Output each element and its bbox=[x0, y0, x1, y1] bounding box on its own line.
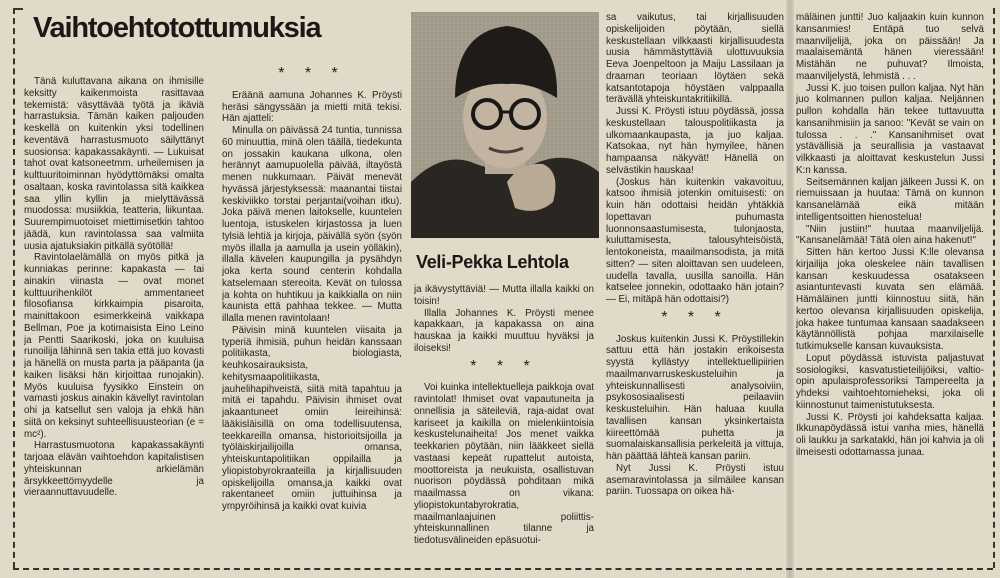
paragraph: "Niin justiin!" huutaa maanviljelijä. "Kansanelämää! Tätä olen aina hakenut!" bbox=[796, 223, 984, 247]
author-portrait-image bbox=[411, 12, 599, 238]
top-left-dash bbox=[13, 8, 23, 10]
paragraph: Eräänä aamuna Johannes K. Pröysti heräsi sängyssään ja mietti mitä tekisi. Hän ajatteli: bbox=[222, 89, 402, 125]
column-2 bbox=[222, 62, 402, 566]
paragraph: Tänä kuluttavana aikana on ihmisille keksitty kaikenmoista rasittavaa tekemistä: väsyttävää työtä ja ikäviä harrastuksia. Tämän kaiken paljouden keskellä on kuitenkin yksi todellinen keventävä harrastusmuoto säilyttänyt suosionsa: kapakassakäynti. — Lukuisat tahot ovat katsoneetmm. urheilemisen ja kulttuuritoiminnan hyödyttömäksi omalta osaltaan, koska ravintolassa sitä kaikkea saa yllin kyllin ja mielyttävässä muodossa: musiikkia, teatteria, liikuntaa. Suurempimuotoiset miettimisetkin tahtoo jäädä, kun ravintolassa saa valmiita uusia ajatuksiakin pitkällä syötöllä! bbox=[24, 76, 204, 252]
paragraph: mäläinen juntti! Juo kaljaakin kuin kunnon kansanmies! Entäpä tuo selvä maanviljelijä, joka on päissään! Ja maalaisemäntä hänen vieressään! Mistähän ne puhuvat? Ilmoista, maanviljelystä, lehmistä . . . bbox=[796, 12, 984, 82]
paragraph: Nyt Jussi K. Pröysti istuu asemaravintolassa ja silmäilee kansan pariin. Tuossapa on oikea hä- bbox=[606, 462, 784, 498]
paragraph: Harrastusmuotona kapakassakäynti tarjoaa elävän vaihtoehdon kapitalistisen yhteiskunnan arkielämän ärsykkeettömyydelle ja vieraannuttavuudelle. bbox=[24, 440, 204, 499]
bottom-dashed-border bbox=[13, 568, 993, 570]
column-4 bbox=[606, 12, 784, 566]
paragraph: (Joskus hän kuitenkin vakavoituu, katsoo ihmisiä jotenkin omituisesti: on kuin hän odottaisi heidän yhtäkkiä lopettavan puhumasta luonnonsaastumisesta, tulonjaosta, kuluttamisesta, talousyhteisöistä, lentokoneista, maailmansodista, ja mitä sitten? — siten aloittavan sen uudeleen, uudella tavalla, uusilla sanoilla. Hän katselee jonnekin, odottaako hän jotain? — Ei, mitäpä hän odottaisi?) bbox=[606, 176, 784, 305]
section-stars: * * * bbox=[470, 357, 538, 375]
section-stars: * * * bbox=[278, 65, 346, 82]
section-stars: * * * bbox=[661, 308, 729, 326]
author-photo bbox=[411, 12, 599, 238]
paragraph: Päivisin minä kuuntelen viisaita ja typeriä ihmisiä, puhun heidän kanssaan politiikasta, biologiasta, keuhkosairauksista, kehitysmaapolitiikasta, jauhelihapihveistä, siitä mitä tapahtuu ja mitä ei tapahdu. Päivisin ihmiset ovat jakaantuneet omiin leireihinsä: lääkisläisillä on oma todellisuutensa, teekkareilla omansa, historioitsijoilla ja työläiskirjailijoilla omansa, yhteiskuntapolitiikan oppilailla ja yliopistobyrokraateilla ja kirjallisuuden opiskelijoilla omansa,ja kaikki ovat rakentaneet omiin juttuihinsa ja ympyröihinsä ja kaikki ovat kuivia bbox=[222, 324, 402, 512]
paragraph: ja ikävystyttäviä! — Mutta illalla kaikki on toisin! bbox=[414, 284, 594, 307]
paragraph: Minulla on päivässä 24 tuntia, tunnissa 60 minuuttia, minä olen täällä, tiedekunta on jossakin kaukana ulkona, olen herännyt aamupuolella päivää, iltayöstä menen nukkumaan. Päivät menevät hyvässä järjestyksessä: maanantai tiistai keskiviikko torstai perjantai(voihan itku). Joka päivä menen laitokselle, kuuntelen luentoja, istuskelen kirjastossa ja luen tylsiä lehtiä ja kirjoja, päivällä syön (syön myös illalla ja aamulla ja usein yölläkin), illalla kävelen kaupungilla ja pysähdyn joka kerta sound centerin kohdalla katselemaan stereoita. Kevät on tulossa ja kohta on huhtikuu ja kaikkialla on niin kaunista että pahhaa tekkee. — Mutta illalla menen ravintolaan! bbox=[222, 125, 402, 324]
paragraph: Sitten hän kertoo Jussi K:lle olevansa kirjailija joka oleskelee näin tavallisen kansan keskuudessa osatakseen asiantuntevasti kuvata sen elämää. Hämäläinen juntti kiinnostuu siitä, hän kertoo olevansa kirjallisuuden opiskelija, joka hakee tuntumaa kansaan saadakseen käytännöllistä pohjaa marxilaiselle tutkimukselle kansan kuvauksista. bbox=[796, 247, 984, 352]
column-3 bbox=[414, 284, 594, 566]
paper-fold-shadow bbox=[786, 0, 794, 578]
paragraph: Illalla Johannes K. Pröysti menee kapakkaan, ja kapakassa on aina hauskaa ja kaikki muuttuu hyväksi ja iloiseksi! bbox=[414, 307, 594, 354]
paragraph: Loput pöydässä istuvista paljastuvat sosiologiksi, kasvatustieteilijöiksi, valtio-opin apulaisprofessoriksi Tampereelta ja yhdeksi vaihtoehtomieheksi, joka oli kiinnostunut taimenistutuksesta. bbox=[796, 352, 984, 411]
paragraph: Jussi K. Pröysti istuu pöydässä, jossa keskustellaan talouspolitiikasta ja ulkomaankaupasta, ja juo kaljaa. Katsokaa, nyt hän hymyilee, hänen hampaansa näkyvät! Hänellä on selvästikin hauskaa! bbox=[606, 106, 784, 176]
paragraph: Seitsemännen kaljan jälkeen Jussi K. on riemuissaan ja huutaa: Tämä on kunnon kansanelämää eikä mitään intelligentsoitten hienostelua! bbox=[796, 176, 984, 223]
right-dashed-border bbox=[993, 8, 995, 568]
paragraph: Jussi K. juo toisen pullon kaljaa. Nyt hän juo kolmannen pullon kaljaa. Neljännen pullon kohdalla hän tekee tuttavuutta kansanihmisiin ja sanoo: "Kevät se vain on tulossa . . ." Kansanihmiset ovat ystävällisiä ja seurallisia ja vastaavat vilkkaasti ja aloittavat keskustelun Jussi K:n kanssa. bbox=[796, 82, 984, 176]
column-1 bbox=[24, 76, 204, 566]
column-5 bbox=[796, 12, 984, 566]
left-dashed-border bbox=[13, 8, 15, 568]
paragraph: sa vaikutus, tai kirjallisuuden opiskelijoiden pöytään, siellä keskustellaan vilkkaasti kirjallisuudesta uusia hämmästyttäviä ulottuvuuksia Eeva Joenpeltoon ja Maiju Lassilaan ja draaman teoriaan löytäen sekä katsantotapoja höystäen valppaalla terävällä yhteiskuntakritiikillä. bbox=[606, 12, 784, 106]
paragraph: Jussi K. Pröysti joi kahdeksatta kaljaa. Ikkunapöydässä istui vanha mies, hänellä oli laukku ja sarkatakki, hän joi kahvia ja oli ilmeisesti odottamassa junaa. bbox=[796, 411, 984, 458]
headline: Vaihtoehtotottumuksia bbox=[33, 12, 321, 44]
paragraph: Joskus kuitenkin Jussi K. Pröystillekin sattuu että hän jostakin erikoisesta syystä kyllästyy intellektuellipiirien maailmanvarruskeskusteluihin ja yhteiskunnallisesti analysoiviin, psykososiaalisesti peilaaviin keskusteluihin. Hän haluaa kuulla tavallisen kansan yksinkertaista kiireettömää puhetta ja suomalaiskansallisia perkeleitä ja vittuja, hän päättää lähteä kansan pariin. bbox=[606, 333, 784, 462]
author-byline: Veli-Pekka Lehtola bbox=[416, 252, 569, 272]
paragraph: Voi kuinka intellektuelleja paikkoja ovat ravintolat! Ihmiset ovat vapautuneita ja onnellisia ja säteileviä, raja-aidat ovat kariseet ja kaikilla on mielenkiintoisia keskustelunaiheita! Jos menet vaikka teekkarien pöytään, niin lääkkeet siellä vastaasi kepeät rupattelut autoista, moottoreista ja neukuista, osallistuvan nuorison pöydässä pohditaan mikä maailmassa on vikana: yliopistokuntabyrokratia, maailmanlaajuinen poliittis-yhteiskunnallinen tilanne ja tiedotusvälineiden epäsuotui- bbox=[414, 382, 594, 546]
paragraph: Ravintolaelämällä on myös pitkä ja kunniakas perinne: kapakasta — tai ainakin viinasta — ovat monet kulttuurihenkilöt ammentaneet filosofiansa kirkkaimpia pisaroita, mainittakoon esimerkkeinä vaikkapa Bellman, Poe ja kotimaisista Eino Leino ja Pentti Saarikoski, joka on kuuluisa runoilija lähinnä sen takia että juo kovasti ja hänellä on musta parta ja pääpanta (ja kaiken lisäksi hän kirjoittaa runojakin). Myös kuuluisa fyysikko Einstein on vamasti joskus ainakin kävellyt ravintolan ohi ja katsellut sen valoja ja ehkä hän siitä on keksinyt suhteellisuusteorian (e = mc²). bbox=[24, 252, 204, 440]
